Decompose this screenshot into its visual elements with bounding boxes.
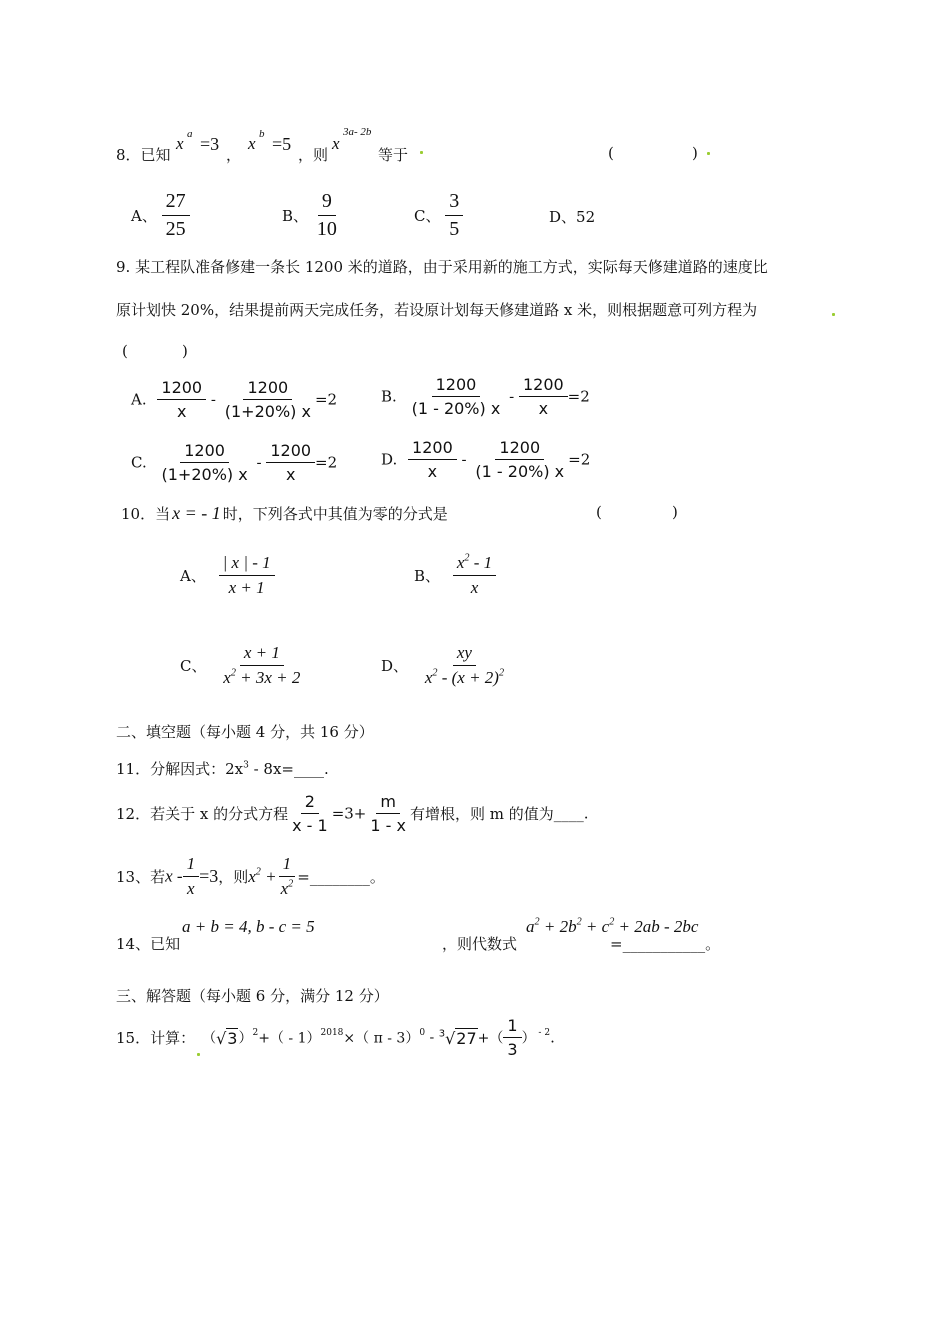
- q9-option-c-rhs: =2: [315, 453, 338, 472]
- q10-option-c-num: x + 1: [240, 643, 284, 666]
- q9-option-b-f2-den: x: [538, 399, 549, 418]
- q8-option-a-num: 27: [162, 190, 190, 216]
- q10-option-a-num: | x | - 1: [219, 553, 275, 576]
- q9-option-a-fraction-2: [221, 378, 315, 421]
- section-2-title: 二、填空题（每小题 4 分，共 16 分）: [116, 723, 374, 741]
- q13-x-squared: [248, 867, 276, 886]
- q8-option-c-den: 5: [449, 218, 460, 240]
- q14-mid: ，则代数式: [442, 935, 518, 953]
- q8-cond1-value: =3: [200, 134, 220, 154]
- q9-option-c-f1-num: 1200: [180, 441, 229, 463]
- q9-option-a-rhs: =2: [314, 390, 338, 409]
- q9-option-d-label: D.: [381, 450, 398, 469]
- q11-end: .: [324, 760, 329, 778]
- q15-exp-3: 0: [419, 1027, 426, 1038]
- q10-condition: x = - 1: [172, 503, 221, 523]
- q9-option-c-f2-num: 1200: [266, 441, 315, 463]
- q15-radicand-2: 27: [456, 1028, 477, 1048]
- q10-option-c-den-exp: 2: [230, 667, 236, 679]
- q13-pre: 13、若: [116, 868, 166, 886]
- q14-e2: 2: [576, 916, 582, 928]
- q9-option-a-f2-den: (1+20%) x: [224, 402, 311, 421]
- q13-g-num: 1: [279, 854, 296, 877]
- q8-cond1-base: x: [176, 134, 184, 153]
- q10-option-a-fraction: [219, 553, 275, 598]
- q8-cond2-exp: b: [259, 128, 265, 140]
- q8-answer-paren-open: (: [608, 144, 614, 162]
- q12-fraction-1: [288, 792, 332, 835]
- q8-cond1-exp: a: [187, 128, 193, 140]
- q13-fraction-2: [277, 854, 298, 899]
- q10-option-c-fraction: [219, 643, 304, 688]
- q15-exp-2: 2018: [320, 1027, 344, 1038]
- q8-option-c-fraction: [445, 190, 463, 241]
- q10-option-b-fraction: [453, 553, 496, 598]
- q10-option-d-num: xy: [453, 643, 476, 666]
- q10-option-a[interactable]: [180, 553, 275, 598]
- q10-option-b-den: x: [470, 578, 479, 597]
- q12-f1-den: x - 1: [292, 816, 328, 835]
- q11-answer-blank[interactable]: ____: [294, 760, 325, 778]
- q8-number: 8．已知: [116, 146, 171, 164]
- q9-option-c-f1-den: (1+20%) x: [161, 465, 248, 484]
- q9-answer-paren-open: (: [122, 342, 128, 360]
- q14-condition: a + b = 4, b - c = 5: [182, 917, 315, 936]
- q13-fraction-1: [183, 854, 200, 899]
- q15-f-den: 3: [507, 1040, 518, 1059]
- q9-option-d-rhs: =2: [568, 450, 591, 469]
- q12-answer-blank[interactable]: ____: [553, 804, 584, 823]
- q11-text: 11．分解因式：2x: [116, 760, 244, 778]
- q15-end: .: [550, 1028, 555, 1047]
- q12-pre: 12．若关于 x 的分式方程: [116, 805, 289, 823]
- q14-t3: + c: [581, 917, 610, 936]
- q9-option-a[interactable]: [131, 378, 337, 421]
- q10-option-c-den-rest: + 3x + 2: [235, 668, 301, 687]
- q8-option-d[interactable]: [549, 206, 595, 227]
- q8-target-base: x: [332, 134, 340, 153]
- question-12: [116, 792, 589, 835]
- q15-cbrt-27: $^3$√27: [438, 1028, 477, 1048]
- q10-option-c[interactable]: [180, 643, 304, 688]
- q9-option-c-label: C.: [131, 453, 147, 472]
- q14-answer-blank[interactable]: =___________。: [610, 935, 721, 953]
- q8-option-b[interactable]: [282, 190, 341, 241]
- q14-t4: + 2ab - 2bc: [614, 917, 699, 936]
- q9-option-a-f1-den: x: [177, 402, 187, 421]
- q15-paren-2: ）: [238, 1030, 253, 1047]
- q8-option-b-fraction: [313, 190, 341, 241]
- q9-option-c-f2-den: x: [285, 465, 296, 484]
- q8-option-a-den: 25: [165, 218, 186, 240]
- q10-option-c-den-base: x: [223, 668, 231, 687]
- q15-paren-3: ）: [521, 1030, 536, 1047]
- q10-option-a-den: x + 1: [228, 578, 265, 597]
- q9-option-b[interactable]: [381, 375, 590, 418]
- q12-f2-num: m: [376, 792, 400, 814]
- q9-option-b-label: B.: [381, 387, 397, 406]
- q11-exp: 3: [243, 760, 249, 771]
- q10-option-b-num-rest: - 1: [469, 553, 493, 572]
- q15-cube-index: 3: [438, 1028, 446, 1039]
- q9-marker-dot: [832, 313, 835, 316]
- q13-g-den-base: x: [280, 879, 289, 898]
- q10-option-d-den-exp: 2: [432, 667, 438, 679]
- q14-pre: 14、已知: [116, 935, 181, 953]
- q10-option-d-den-mid: - (x + 2): [437, 668, 499, 687]
- q10-answer-paren-close: ): [672, 503, 678, 521]
- q13-x: x -: [165, 866, 183, 886]
- q9-option-a-label: A.: [131, 390, 147, 409]
- q9-option-b-rhs: =2: [567, 387, 590, 406]
- q9-option-c-fraction-2: [266, 441, 315, 484]
- q9-option-b-fraction-1: [408, 375, 505, 418]
- q15-plus-2: +（: [477, 1030, 504, 1047]
- q15-marker-dot: [197, 1053, 200, 1056]
- q15-exp-1: 2: [252, 1027, 259, 1038]
- q13-eq: =3: [199, 866, 219, 886]
- q15-paren-1: （: [202, 1030, 217, 1047]
- q14-a: a: [526, 917, 535, 936]
- q8-marker-dot: [420, 151, 423, 154]
- q8-then: ，则: [298, 146, 329, 164]
- q10-answer-paren-open: (: [596, 503, 602, 521]
- q9-option-a-fraction-1: [157, 378, 206, 421]
- q8-answer-paren-close: ): [692, 144, 698, 162]
- q9-option-a-minus: -: [210, 390, 216, 409]
- q9-option-c-minus: -: [256, 453, 262, 472]
- q10-option-b[interactable]: [414, 553, 496, 598]
- q13-f-den: x: [187, 879, 195, 898]
- q13-x2-base: x: [248, 866, 256, 886]
- q10-number: 10．当: [121, 505, 171, 523]
- q12-f2-den: 1 - x: [370, 816, 406, 835]
- q12-end: .: [583, 804, 589, 823]
- q8-option-c-num: 3: [445, 190, 463, 216]
- q10-option-b-num-base: x: [456, 553, 465, 572]
- q15-times: ×（ π - 3）: [343, 1030, 420, 1047]
- q9-option-b-f2-num: 1200: [519, 375, 568, 397]
- q9-option-d-f2-num: 1200: [495, 438, 544, 460]
- q9-option-b-f1-den: (1 - 20%) x: [411, 399, 501, 418]
- q15-exp-4: - 2: [535, 1027, 551, 1038]
- q9-line-1: 9. 某工程队准备修建一条长 1200 米的道路，由于采用新的施工方式，实际每天修建道路的速度比: [116, 258, 768, 276]
- q9-option-d-fraction-2: [471, 438, 568, 481]
- q8-target-exp: 3a- 2b: [343, 126, 372, 138]
- q9-option-b-minus: -: [509, 387, 515, 406]
- q8-option-b-num: 9: [318, 190, 336, 216]
- q14-t2: + 2b: [539, 917, 577, 936]
- q8-option-c-label: C、: [414, 207, 441, 225]
- question-10: [121, 503, 448, 524]
- q10-text: 时，下列各式中其值为零的分式是: [222, 505, 448, 523]
- q15-plus-1: +（ - 1）: [258, 1030, 321, 1047]
- q9-option-d-f2-den: (1 - 20%) x: [475, 462, 565, 481]
- q13-g-den: [277, 877, 298, 899]
- q8-option-a[interactable]: [131, 190, 190, 241]
- q10-option-b-num-exp: 2: [464, 552, 470, 564]
- section-3-title: 三、解答题（每小题 6 分，满分 12 分）: [116, 987, 389, 1005]
- q8-equals-text: 等于: [378, 146, 409, 164]
- q8-separator: ，: [226, 146, 242, 164]
- q15-f-num: 1: [503, 1016, 521, 1038]
- q13-plus: +: [260, 866, 277, 886]
- q8-cond2-base: x: [248, 134, 256, 153]
- q9-option-d-f1-den: x: [427, 462, 438, 481]
- q8-answer-dot: [707, 152, 710, 155]
- q15-pre: 15．计算：: [116, 1029, 196, 1047]
- q8-option-d-value: 52: [576, 208, 596, 226]
- q10-option-d-label: D、: [381, 657, 409, 675]
- q12-post: 有增根，则 m 的值为: [409, 805, 554, 823]
- question-13: [116, 854, 385, 899]
- q10-option-d[interactable]: [381, 643, 508, 688]
- q13-x2-exp: 2: [255, 865, 261, 877]
- q13-then: ，则: [218, 868, 249, 886]
- q9-option-c-fraction-1: [158, 441, 252, 484]
- q9-option-d-f1-num: 1200: [408, 438, 457, 460]
- q9-option-d-fraction-1: [408, 438, 457, 481]
- q15-sqrt-3: √3: [216, 1028, 238, 1048]
- q15-radicand-1: 3: [227, 1028, 238, 1048]
- q10-option-c-label: C、: [180, 657, 207, 675]
- q12-f1-num: 2: [301, 792, 319, 814]
- q10-option-a-label: A、: [180, 567, 206, 585]
- q13-f-num: 1: [183, 854, 200, 877]
- q10-option-d-den-base: x: [424, 668, 433, 687]
- q10-option-b-num: [453, 553, 496, 576]
- q8-option-b-den: 10: [316, 218, 337, 240]
- q9-line-2: 原计划快 20%，结果提前两天完成任务，若设原计划每天修建道路 x 米，则根据题意可列方程为: [116, 301, 758, 319]
- q8-option-b-label: B、: [282, 207, 309, 225]
- question-15: [116, 1016, 555, 1059]
- q8-option-a-label: A、: [131, 207, 157, 225]
- q10-option-b-label: B、: [414, 567, 441, 585]
- q14-e1: 2: [534, 916, 540, 928]
- question-11: [116, 758, 329, 779]
- q9-option-b-f1-num: 1200: [432, 375, 481, 397]
- q9-option-d[interactable]: [381, 438, 590, 481]
- q10-option-d-fraction: [421, 643, 508, 688]
- q15-fraction: [503, 1016, 521, 1059]
- q13-answer-blank[interactable]: =________。: [297, 868, 385, 886]
- q15-minus: -: [425, 1029, 439, 1046]
- q9-option-c[interactable]: [131, 441, 337, 484]
- q8-option-d-label: D、: [549, 208, 577, 226]
- q11-rest: - 8x=: [248, 760, 295, 778]
- q9-option-a-f2-num: 1200: [243, 378, 292, 400]
- q9-answer-paren-close: ): [182, 342, 188, 360]
- q12-fraction-2: [366, 792, 410, 835]
- q9-option-a-f1-num: 1200: [157, 378, 206, 400]
- q9-option-b-fraction-2: [519, 375, 568, 418]
- q10-option-c-den: [219, 666, 304, 688]
- q10-option-d-den: [421, 666, 508, 688]
- q12-mid: =3+: [331, 804, 367, 823]
- q8-option-a-fraction: [162, 190, 190, 241]
- q14-e3: 2: [609, 916, 615, 928]
- q8-option-c[interactable]: [414, 190, 463, 241]
- q10-option-d-den-exp2: 2: [498, 667, 505, 679]
- q13-g-den-exp: 2: [288, 878, 294, 890]
- q9-option-d-minus: -: [461, 450, 467, 469]
- q8-cond2-value: =5: [272, 134, 292, 154]
